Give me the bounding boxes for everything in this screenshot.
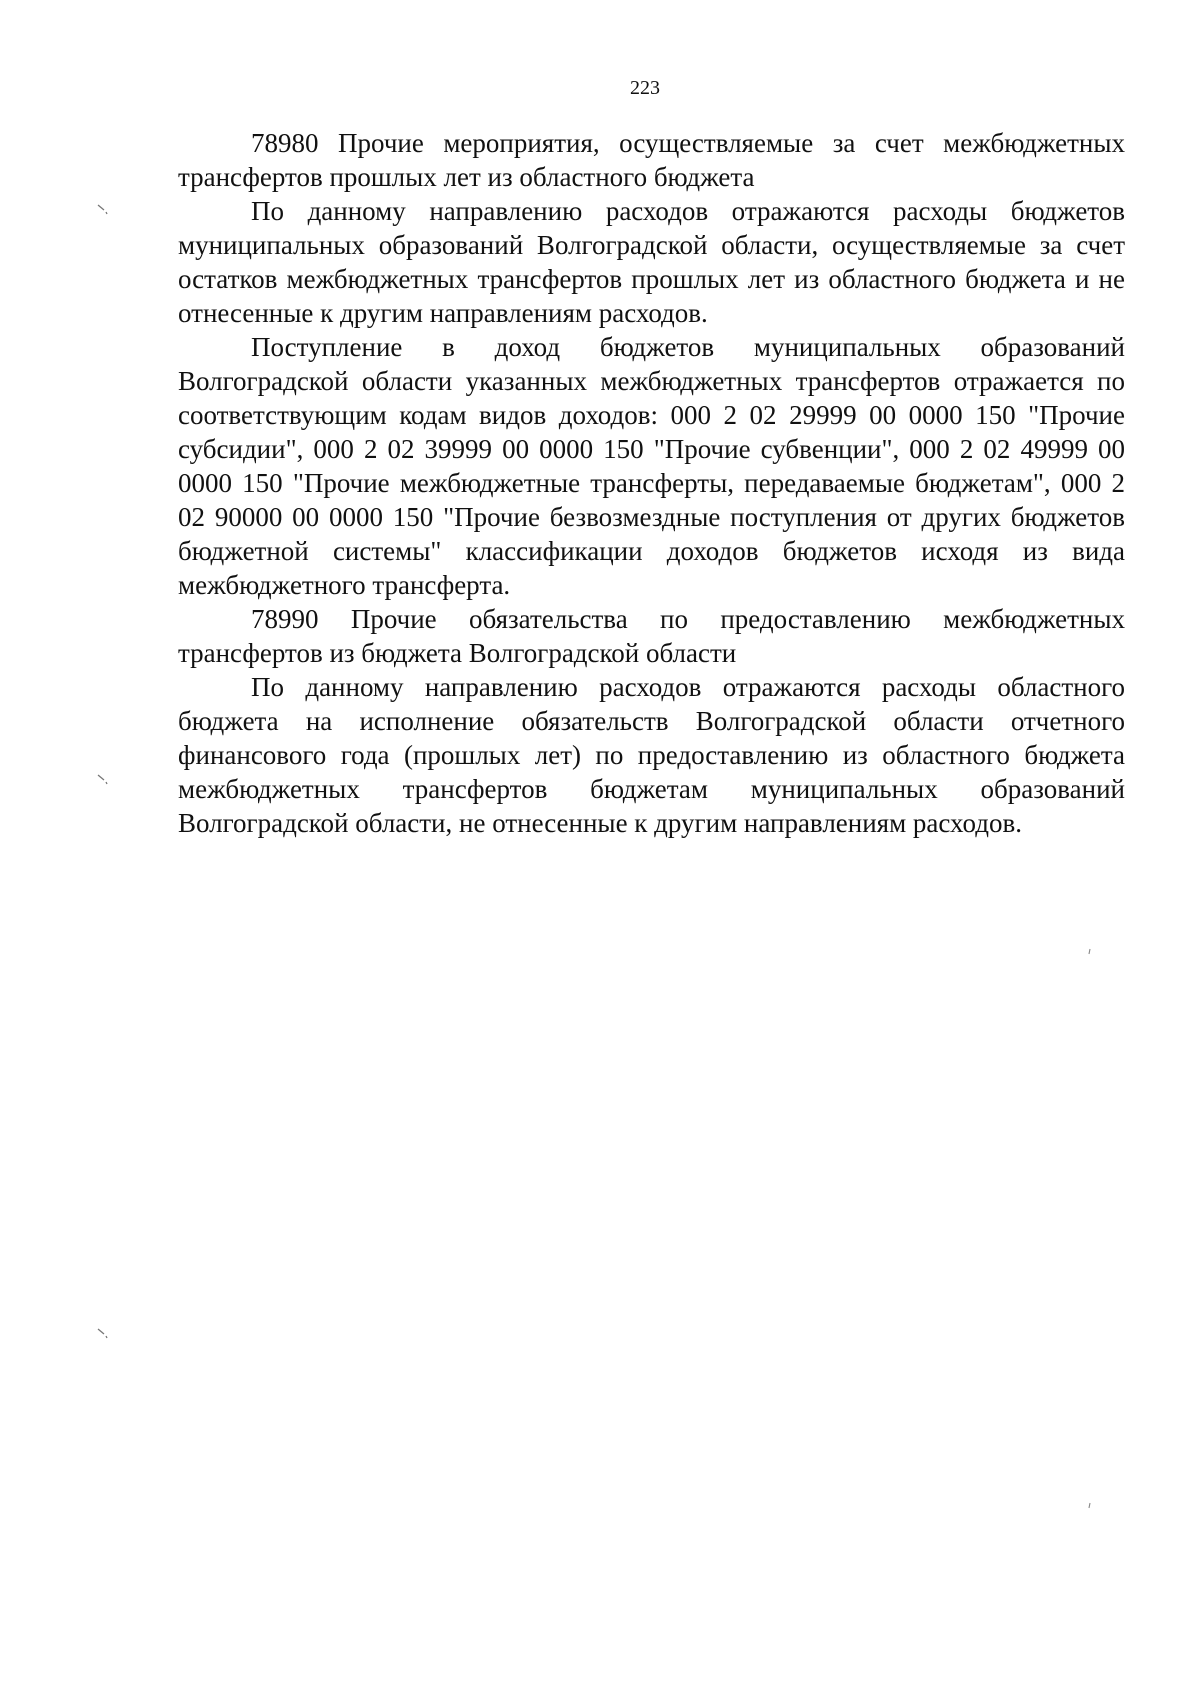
left-scan-tick-icon <box>96 772 112 788</box>
right-scan-tick-icon <box>1082 1500 1098 1516</box>
right-scan-tick-icon <box>1082 946 1098 962</box>
left-scan-tick-icon <box>96 1326 112 1342</box>
left-scan-tick-icon <box>96 202 112 218</box>
paragraph-78980-description: По данному направлению расходов отражаются расходы бюджетов муниципальных образований Волгоградской области, осуществляемые за счет остатков межбюджетных трансфертов прошлых лет из областного бюджета и не отнесенные к другим направлениям расходов. <box>178 196 1125 328</box>
paragraph-78980-income-codes: Поступление в доход бюджетов муниципальных образований Волгоградской области указанных межбюджетных трансфертов отражается по соответствующим кодам видов доходов: 000 2 02 29999 00 0000 150 "Прочие субсидии", 000 2 02 39999 00 0000 150 "Прочие субвенции", 000 2 02 49999 00 0000 150 "Прочие межбюджетные трансферты, передаваемые бюджетам", 000 2 02 90000 00 0000 150 "Прочие безвозмездные поступления от других бюджетов бюджетной системы" классификации доходов бюджетов исходя из вида межбюджетного трансферта. <box>178 332 1125 600</box>
document-body <box>178 126 1125 840</box>
paragraph-78990-heading: 78990 Прочие обязательства по предоставлению межбюджетных трансфертов из бюджета Волгоградской области <box>178 604 1125 668</box>
paragraph-78990-description: По данному направлению расходов отражаются расходы областного бюджета на исполнение обязательств Волгоградской области отчетного финансового года (прошлых лет) по предоставлению из областного бюджета межбюджетных трансфертов бюджетам муниципальных образований Волгоградской области, не отнесенные к другим направлениям расходов. <box>178 672 1125 838</box>
page-number: 223 <box>630 77 660 99</box>
paragraph-78980-heading: 78980 Прочие мероприятия, осуществляемые за счет межбюджетных трансфертов прошлых лет из областного бюджета <box>178 128 1125 192</box>
